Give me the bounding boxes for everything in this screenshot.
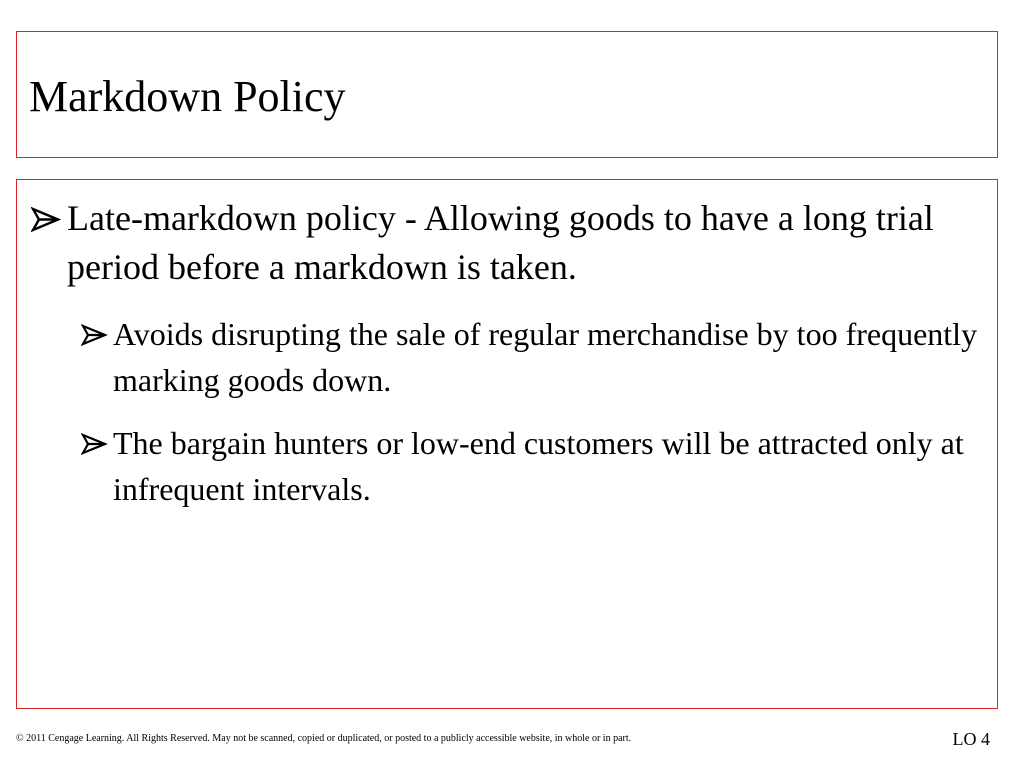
sub-bullet-text: Avoids disrupting the sale of regular merchandise by too frequently marking goods down. (113, 316, 978, 398)
slide-title: Markdown Policy (29, 72, 346, 121)
footer-copyright: © 2011 Cengage Learning. All Rights Reserved. May not be scanned, copied or duplicated, or posted to a publicly accessible website, in whole or in part. (16, 733, 632, 744)
sub-bullet-item-bargain-hunters (79, 420, 979, 512)
sub-bullet-text: The bargain hunters or low-end customers will be attracted only at infrequent intervals. (113, 425, 964, 507)
learning-objective-label: LO 4 (952, 729, 990, 749)
bullet-item-late-markdown (29, 194, 994, 292)
arrow-bullet-icon (29, 194, 67, 243)
arrow-bullet-icon (79, 420, 113, 466)
title-box (16, 31, 998, 158)
bullet-text: Late-markdown policy - Allowing goods to have a long trial period before a markdown is taken. (67, 198, 934, 287)
content-box (16, 179, 998, 709)
sub-bullet-item-avoids-disrupting (79, 311, 979, 403)
arrow-bullet-icon (79, 311, 113, 357)
